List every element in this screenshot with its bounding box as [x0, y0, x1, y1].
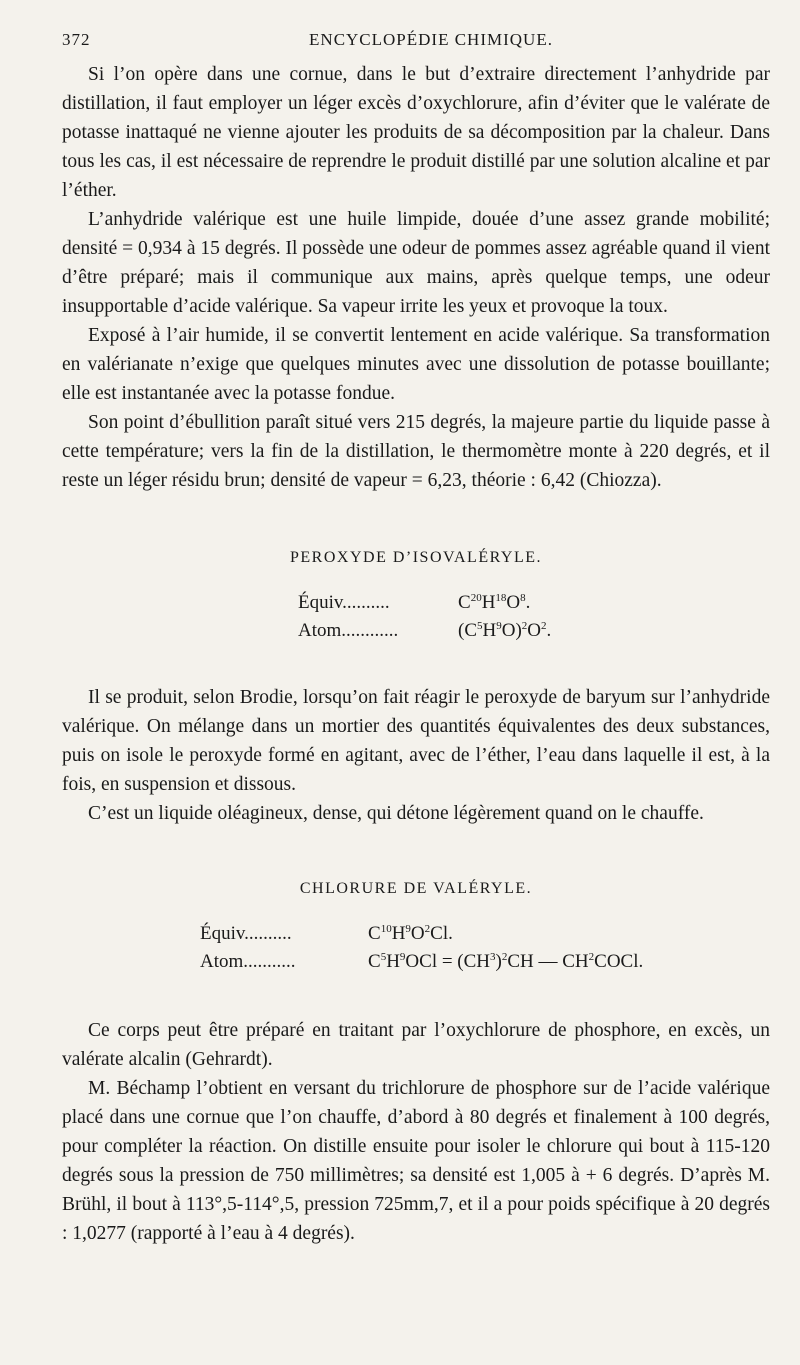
paragraph: M. Béchamp l’obtient en versant du trichlorure de phosphore sur de l’acide valérique placé dans une cornue que l’on chauffe, d’abord à 80 degrés et finalement à 100 degrés, pour compléter la réaction. On distille ensuite pour isoler le chlorure qui bout à 115-120 degrés sous la pression de 750 millimètres; sa densité est 1,005 à + 6 degrés. D’après M. Brühl, il bout à 113°,5-114°,5, pression 725mm,7, et il a pour poids spécifique à 20 degrés : 1,0277 (rapporté à l’eau à 4 degrés).: [62, 1078, 770, 1244]
paragraph: Son point d’ébullition paraît situé vers 215 degrés, la majeure partie du liquide passe à cette température; vers la fin de la distillation, le thermomètre monte à 220 degrés, et il reste un léger résidu brun; densité de vapeur = 6,23, théorie : 6,42 (Chiozza).: [62, 412, 770, 491]
atom-label: Atom............: [298, 620, 399, 641]
page-header: [62, 30, 770, 54]
equiv-formula: $C^{20}H^{18}O^8$.: [458, 592, 531, 613]
paragraph: L’anhydride valérique est une huile limpide, douée d’une assez grande mobilité; densité = 0,934 à 15 degrés. Il possède une odeur de pommes assez agréable quand il vient d’être préparé; mais il communique aux mains, après quelque temps, une odeur insupportable d’acide valérique. Sa vapeur irrite les yeux et provoque la toux.: [62, 209, 770, 317]
paragraph: Ce corps peut être préparé en traitant par l’oxychlorure de phosphore, en excès, un valérate alcalin (Gehrardt).: [62, 1020, 770, 1070]
formula-peroxyde: [298, 589, 770, 645]
paragraph: C’est un liquide oléagineux, dense, qui détone légèrement quand on le chauffe.: [88, 803, 704, 824]
section-title-peroxyde: PEROXYDE D’ISOVALÉRYLE.: [290, 549, 542, 566]
page-body: [62, 60, 770, 1248]
paragraph: Si l’on opère dans une cornue, dans le but d’extraire directement l’anhydride par distillation, il faut employer un léger excès d’oxychlorure, afin d’éviter que le valérate de potasse inattaqué ne vienne ajouter les produits de sa décomposition par la chaleur. Dans tous les cas, il est nécessaire de reprendre le produit distillé par une solution alcaline et par l’éther.: [62, 64, 770, 201]
equiv-label: Équiv..........: [200, 923, 292, 944]
paragraph: Exposé à l’air humide, il se convertit lentement en acide valérique. Sa transformation en valérianate n’exige que quelques minutes avec une dissolution de potasse bouillante; elle est instantanée avec la potasse fondue.: [62, 325, 770, 404]
atom-formula: $C^5H^9OCl = (CH^3)^2CH$ — $CH^2COCl$.: [368, 951, 644, 972]
page-number: 372: [62, 30, 91, 49]
running-title: ENCYCLOPÉDIE CHIMIQUE.: [309, 30, 553, 49]
equiv-label: Équiv..........: [298, 592, 390, 613]
atom-formula: $(C^5H^9O)^2O^2$.: [458, 620, 552, 641]
paragraph: Il se produit, selon Brodie, lorsqu’on fait réagir le peroxyde de baryum sur l’anhydride valérique. On mélange dans un mortier des quantités équivalentes des deux substances, puis on isole le peroxyde formé en agitant, avec de l’éther, l’eau dans laquelle il est, à la fois, en suspension et dissous.: [62, 687, 770, 795]
equiv-formula: $C^{10}H^9O^2Cl$.: [368, 923, 453, 944]
section-title-chlorure: CHLORURE DE VALÉRYLE.: [299, 880, 533, 897]
formula-chlorure: [200, 920, 770, 976]
atom-label: Atom...........: [200, 951, 296, 972]
